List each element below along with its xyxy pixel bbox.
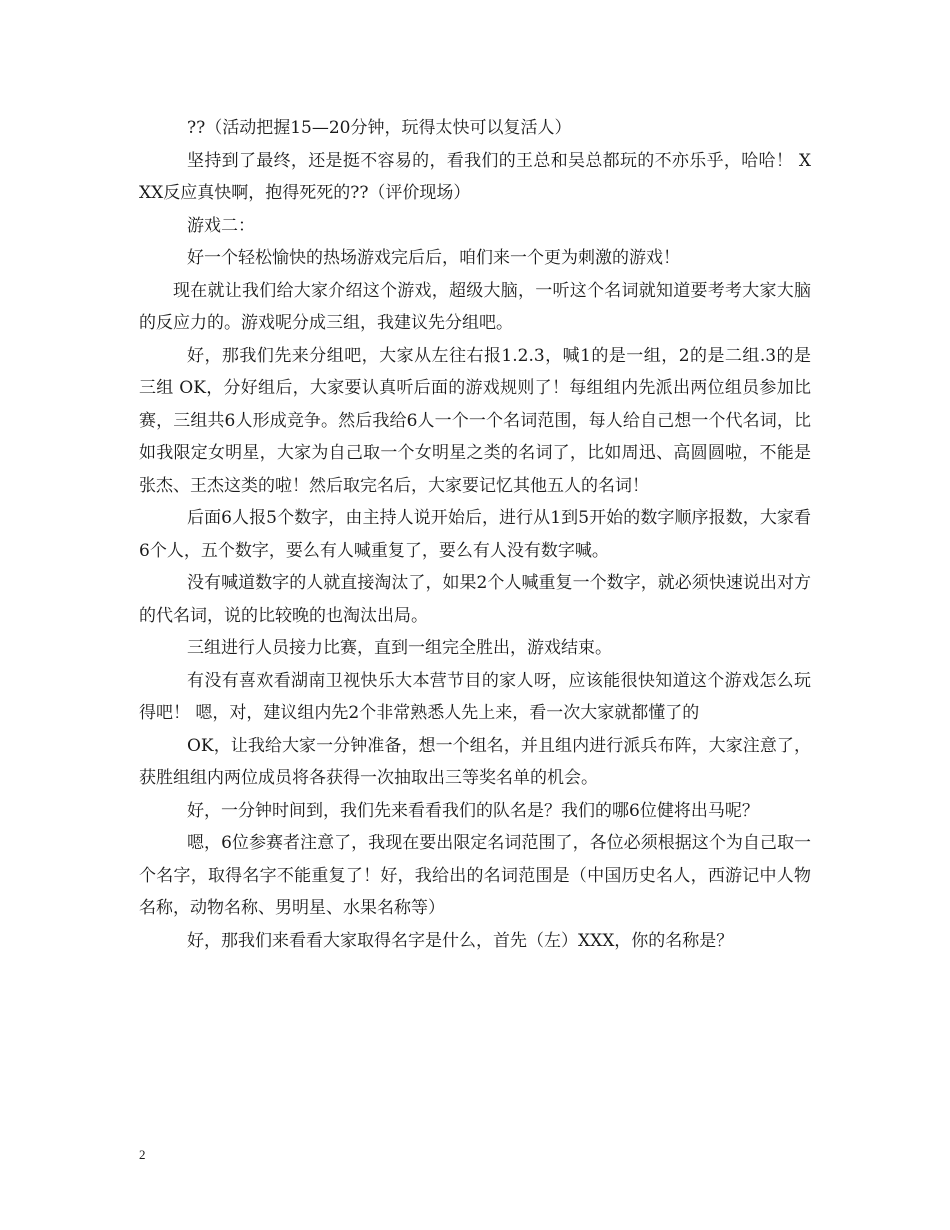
paragraph-grouping-rules: 好，那我们先来分组吧，大家从左往右报1.2.3，喊1的是一组，2的是二组.3的是三组 OK，分好组后，大家要认真听后面的游戏规则了！每组组内先派出两位组员参加比赛，三组共6人形成竞争。然后我给6人一个一个名词范围，每人给自己想一个代名词，比如我限定女明星，大家为自己取一个女明星之类的名词了，比如周迅、高圆圆啦，不能是张杰、王杰这类的啦！然后取完名后，大家要记忆其他五人的名词！ [139,345,811,496]
paragraph-transition: 好一个轻松愉快的热场游戏完后后，咱们来一个更为刺激的游戏！ [187,248,680,268]
paragraph-tv-reference: 有没有喜欢看湖南卫视快乐大本营节目的家人呀，应该能很快知道这个游戏怎么玩得吧！ 嗯，对，建议组内先2个非常熟悉人先上来，看一次大家就都懂了的 [139,670,811,723]
paragraph-game-two-heading: 游戏二： [187,215,255,236]
paragraph-relay: 三组进行人员接力比赛，直到一组完全胜出，游戏结束。 [187,638,612,658]
document-body [139,112,811,957]
paragraph-evaluation: 坚持到了最终，还是挺不容易的，看我们的王总和吴总都玩的不亦乐乎，哈哈！ XXX反应真快啊，抱得死死的??（评价现场） [139,150,811,203]
paragraph-activity-time: ??（活动把握15—20分钟，玩得太快可以复活人） [187,118,572,138]
paragraph-name-range: 嗯，6位参赛者注意了，我现在要出限定名词范围了，各位必须根据这个为自己取一个名字，取得名字不能重复了！好，我给出的名词范围是（中国历史名人，西游记中人物名称，动物名称、男明星、水果名称等） [139,833,811,918]
paragraph-preparation: OK，让我给大家一分钟准备，想一个组名，并且组内进行派兵布阵，大家注意了，获胜组组内两位成员将各获得一次抽取出三等奖名单的机会。 [139,735,811,788]
paragraph-game-intro: 现在就让我们给大家介绍这个游戏，超级大脑，一听这个名词就知道要考考大家大脑的反应力的。游戏呢分成三组，我建议先分组吧。 [139,280,811,333]
page-number: 2 [139,1147,146,1162]
paragraph-counting-rules: 后面6人报5个数字，由主持人说开始后，进行从1到5开始的数字顺序报数，大家看6个人，五个数字，要么有人喊重复了，要么有人没有数字喊。 [139,508,811,561]
paragraph-ask-names: 好，那我们来看看大家取得名字是什么，首先（左）XXX，你的名称是？ [187,930,734,951]
paragraph-elimination-rules: 没有喊道数字的人就直接淘汰了，如果2个人喊重复一个数字，就必须快速说出对方的代名词，说的比较晚的也淘汰出局。 [139,573,811,626]
paragraph-team-names: 好，一分钟时间到，我们先来看看我们的队名是？我们的哪6位健将出马呢？ [187,800,759,821]
